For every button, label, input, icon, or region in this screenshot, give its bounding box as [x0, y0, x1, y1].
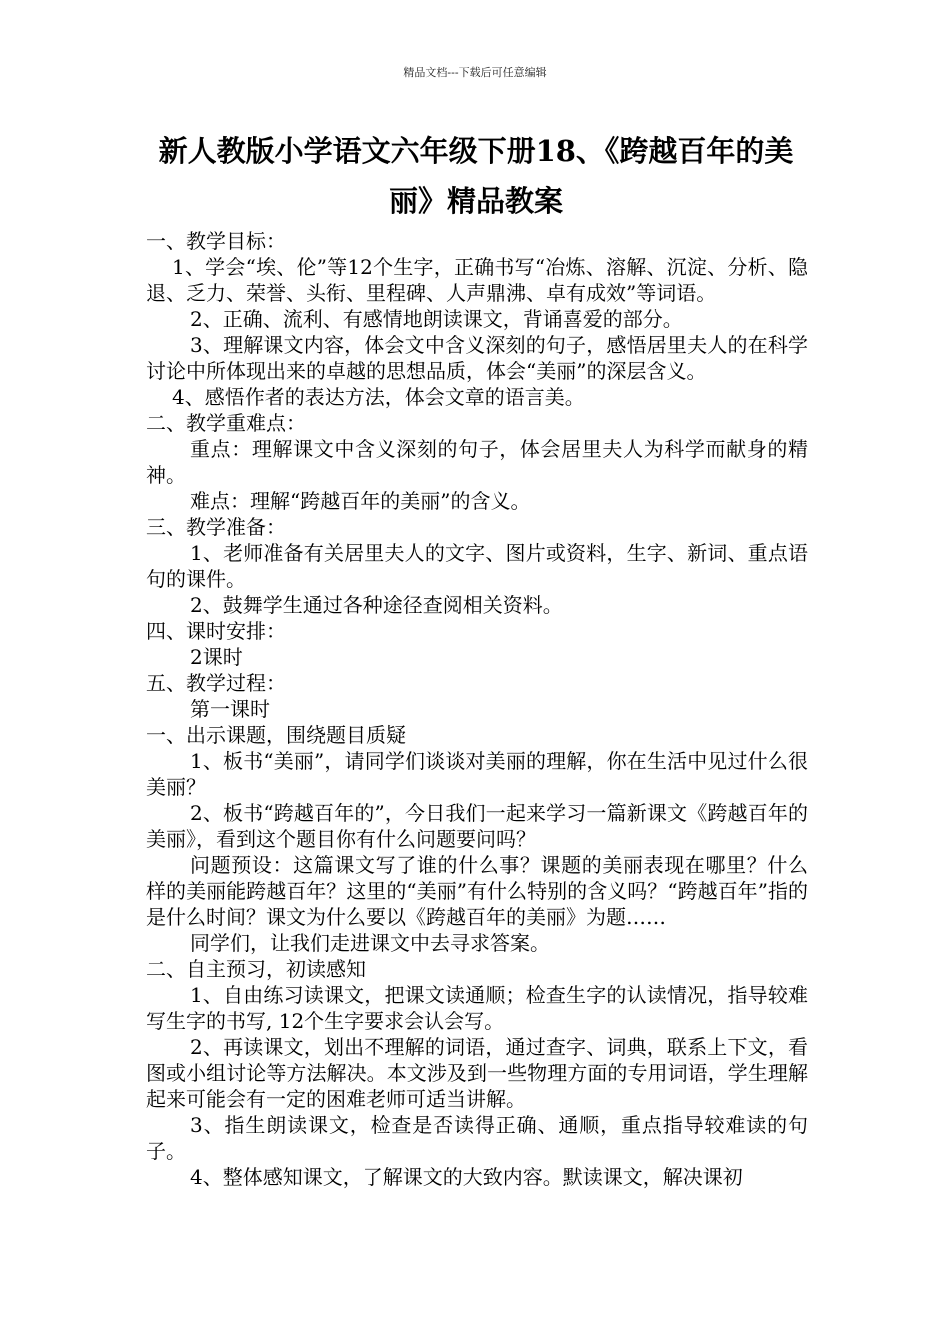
paragraph: 难点：理解“跨越百年的美丽”的含义。: [190, 489, 531, 513]
paragraph: 3、理解课文内容，体会文中含义深刻的句子，感悟居里夫人的在科学讨论中所体现出来的卓越的思想品质，体会“美丽”的深层含义。: [146, 333, 808, 383]
document-body: [146, 228, 808, 1190]
heading-schedule: 四、课时安排：: [146, 619, 286, 643]
heading-step-one: 一、出示课题，围绕题目质疑: [146, 723, 406, 747]
paragraph: 第一课时: [190, 697, 270, 721]
paragraph: 4、感悟作者的表达方法，体会文章的语言美。: [172, 385, 585, 409]
heading-key-points: 二、教学重难点：: [146, 411, 306, 435]
paragraph: 重点：理解课文中含义深刻的句子，体会居里夫人为科学而献身的精神。: [146, 437, 808, 487]
paragraph: 1、板书“美丽”，请同学们谈谈对美丽的理解，你在生活中见过什么很美丽？: [146, 749, 808, 799]
paragraph: 1、学会“埃、伦”等12个生字，正确书写“冶炼、溶解、沉淀、分析、隐退、乏力、荣誉、头衔、里程碑、人声鼎沸、卓有成效”等词语。: [146, 255, 808, 305]
paragraph: 2、再读课文，划出不理解的词语，通过查字、词典，联系上下文，看图或小组讨论等方法解决。本文涉及到一些物理方面的专用词语，学生理解起来可能会有一定的困难老师可适当讲解。: [146, 1035, 808, 1111]
heading-process: 五、教学过程：: [146, 671, 286, 695]
paragraph: 2课时: [190, 645, 243, 669]
paragraph: 1、自由练习读课文，把课文读通顺；检查生字的认读情况，指导较难写生字的书写, 12个生字要求会认会写。: [146, 983, 808, 1033]
paragraph: 问题预设：这篇课文写了谁的什么事？课题的美丽表现在哪里？什么样的美丽能跨越百年？这里的“美丽”有什么特别的含义吗？“跨越百年”指的是什么时间？课文为什么要以《跨越百年的美丽》为题……: [146, 853, 808, 929]
paragraph: 2、正确、流利、有感情地朗读课文，背诵喜爱的部分。: [190, 307, 683, 331]
paragraph: 同学们，让我们走进课文中去寻求答案。: [190, 931, 550, 955]
document-title: 新人教版小学语文六年级下册18、《跨越百年的美丽》精品教案: [158, 134, 794, 218]
heading-preparation: 三、教学准备：: [146, 515, 286, 539]
paragraph: 4、整体感知课文，了解课文的大致内容。默读课文，解决课初: [190, 1165, 743, 1189]
heading-step-two: 二、自主预习，初读感知: [146, 957, 366, 981]
heading-goals: 一、教学目标：: [146, 229, 286, 253]
header-note: 精品文档---下载后可任意编辑: [403, 66, 547, 79]
paragraph: 2、鼓舞学生通过各种途径查阅相关资料。: [190, 593, 563, 617]
paragraph: 3、指生朗读课文，检查是否读得正确、通顺，重点指导较难读的句子。: [146, 1113, 808, 1163]
paragraph: 2、板书“跨越百年的”，今日我们一起来学习一篇新课文《跨越百年的美丽》，看到这个题目你有什么问题要问吗？: [146, 801, 808, 851]
paragraph: 1、老师准备有关居里夫人的文字、图片或资料，生字、新词、重点语句的课件。: [146, 541, 808, 591]
